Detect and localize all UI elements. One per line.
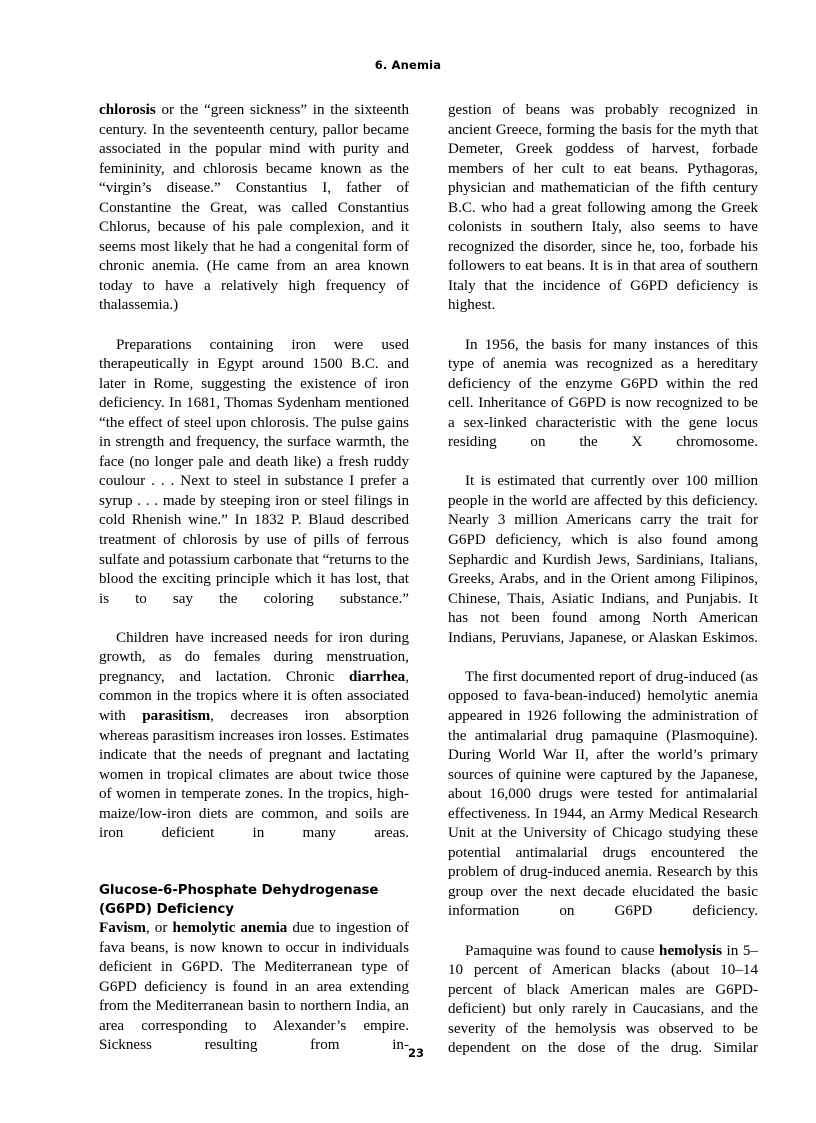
segment-text: Children have increased needs for iron during growth, as do females during menstruation, pregnancy, and lactation. Chronic [99, 629, 409, 685]
right-column [448, 101, 758, 1057]
paragraph-chlorosis-history-text: or the “green sickness” in the sixteenth century. In the seventeenth century, pallor became associated in the popular mind with purity and femininity, and chlorosis became known as the “virgin’s disease.” Constantius I, father of Constantine the Great, was called Constantius Chlorus, because of his pale complexion, and it seems most likely that he had a congenital form of chronic anemia. (He came from an area known today to have a relatively high frequency of thalassemia.) [99, 102, 409, 314]
running-head [0, 58, 816, 72]
bold-favism: Favism [99, 920, 146, 937]
section-heading-g6pd-deficiency [99, 863, 409, 919]
running-head-chapter-number: 6. [374, 58, 388, 72]
segment-text: , common in the tropics where it is often associated with [99, 668, 409, 724]
page-number: 23 [407, 1046, 424, 1060]
left-column [99, 101, 410, 1054]
segment-text: in 5–10 percent of American blacks (about 10–14 percent of black American males are G6PD-deficient) but only rarely in Caucasians, and the severity of the hemolysis was observed to be dependent on the dose of the drug. Similar [448, 942, 758, 1057]
paragraph-drug-induced-history: The first documented report of drug-induced (as opposed to fava-bean-induced) hemolytic anemia appeared in 1926 following the administration of the antimalarial drug pamaquine (Plasmoquine). During World War II, after the world’s primary sources of quinine were captured by the Japanese, about 16,000 drugs were tested for antimalarial effectiveness. In 1944, an Army Medical Research Unit at the University of Chicago studying these potential antimalarial drugs encountered the problem of drug-induced anemia. Research by this group over the next decade elucidated the basic information on G6PD deficiency. [448, 668, 758, 920]
segment-text: due to ingestion of fava beans, is now known to occur in individuals deficient in G6PD. The Mediterranean type of G6PD deficiency is found in an area extending from the Mediterranean basin to northern India, an area corresponding to Alexander’s empire. Sickness resulting from in- [99, 920, 409, 1054]
paragraph-g6pd-prevalence: It is estimated that currently over 100 million people in the world are affected by this deficiency. Nearly 3 million Americans carry the trait for G6PD deficiency, which is also found among Sephardic and Kurdish Jews, Sardinians, Italians, Greeks, Arabs, and in the Orient among Filipinos, Chinese, Thais, Asiatic Indians, and Punjabis. It has not been found among North American Indians, Peruvians, Japanese, or Alaskan Eskimos. [448, 473, 758, 646]
bold-hemolysis: hemolysis [659, 942, 722, 959]
segment-text: , or [145, 920, 173, 937]
page-folio [0, 1046, 816, 1060]
paragraph-ancient-greece-beans: gestion of beans was probably recognized in ancient Greece, forming the basis for the myth that Demeter, Greek goddess of harvest, forbade members of her cult to eat beans. Pythagoras, physician and mathematician of the fifth century B.C. who had a great following among the Greek colonists in southern Italy, also seems to have recognized the disorder, since he, too, forbade his followers to eat beans. It is in that area of southern Italy that the incidence of G6PD deficiency is highest. [448, 102, 758, 314]
section-heading-line-1: Glucose-6-Phosphate Dehydrogenase [99, 883, 379, 899]
bold-parasitism: parasitism [142, 707, 211, 724]
paragraph-children-iron-needs [99, 629, 409, 864]
section-heading-line-2: (G6PD) Deficiency [99, 901, 234, 917]
paragraph-chlorosis-history [99, 101, 409, 336]
running-head-chapter-title: Anemia [391, 58, 442, 72]
lead-bold-chlorosis: chlorosis [99, 102, 156, 118]
bold-diarrhea: diarrhea [349, 668, 406, 685]
bold-hemolytic-anemia: hemolytic anemia [172, 920, 288, 937]
segment-text: Pamaquine was found to cause [465, 942, 660, 959]
paragraph-g6pd-enzyme-1956: In 1956, the basis for many instances of this type of anemia was recognized as a hereditary deficiency of the enzyme G6PD within the red cell. Inheritance of G6PD is now recognized to be a sex-linked characteristic with the gene locus residing on the X chromosome. [448, 336, 758, 451]
paragraph-iron-preparations: Preparations containing iron were used therapeutically in Egypt around 1500 B.C. and later in Rome, suggesting the existence of iron deficiency. In 1681, Thomas Sydenham mentioned “the effect of steel upon chlorosis. The pulse gains in strength and frequency, the surface warmth, the face (no longer pale and death like) a fresh ruddy coulour . . . Next to steel in substance I prefer a syrup . . . made by steeping iron or steel filings in cold Rhenish wine.” In 1832 P. Blaud described treatment of chlorosis by use of pills of ferrous sulfate and potassium carbonate that “returns to the blood the exciting principle which it has lost, that is to say the coloring substance.” [99, 336, 409, 607]
segment-text: , decreases iron absorption whereas parasitism increases iron losses. Estimates indicate that the needs of pregnant and lactating women in tropical climates are about twice those of women in temperate zones. In the tropics, high-maize/low-iron diets are common, and soils are iron deficient in many areas. [99, 707, 410, 842]
